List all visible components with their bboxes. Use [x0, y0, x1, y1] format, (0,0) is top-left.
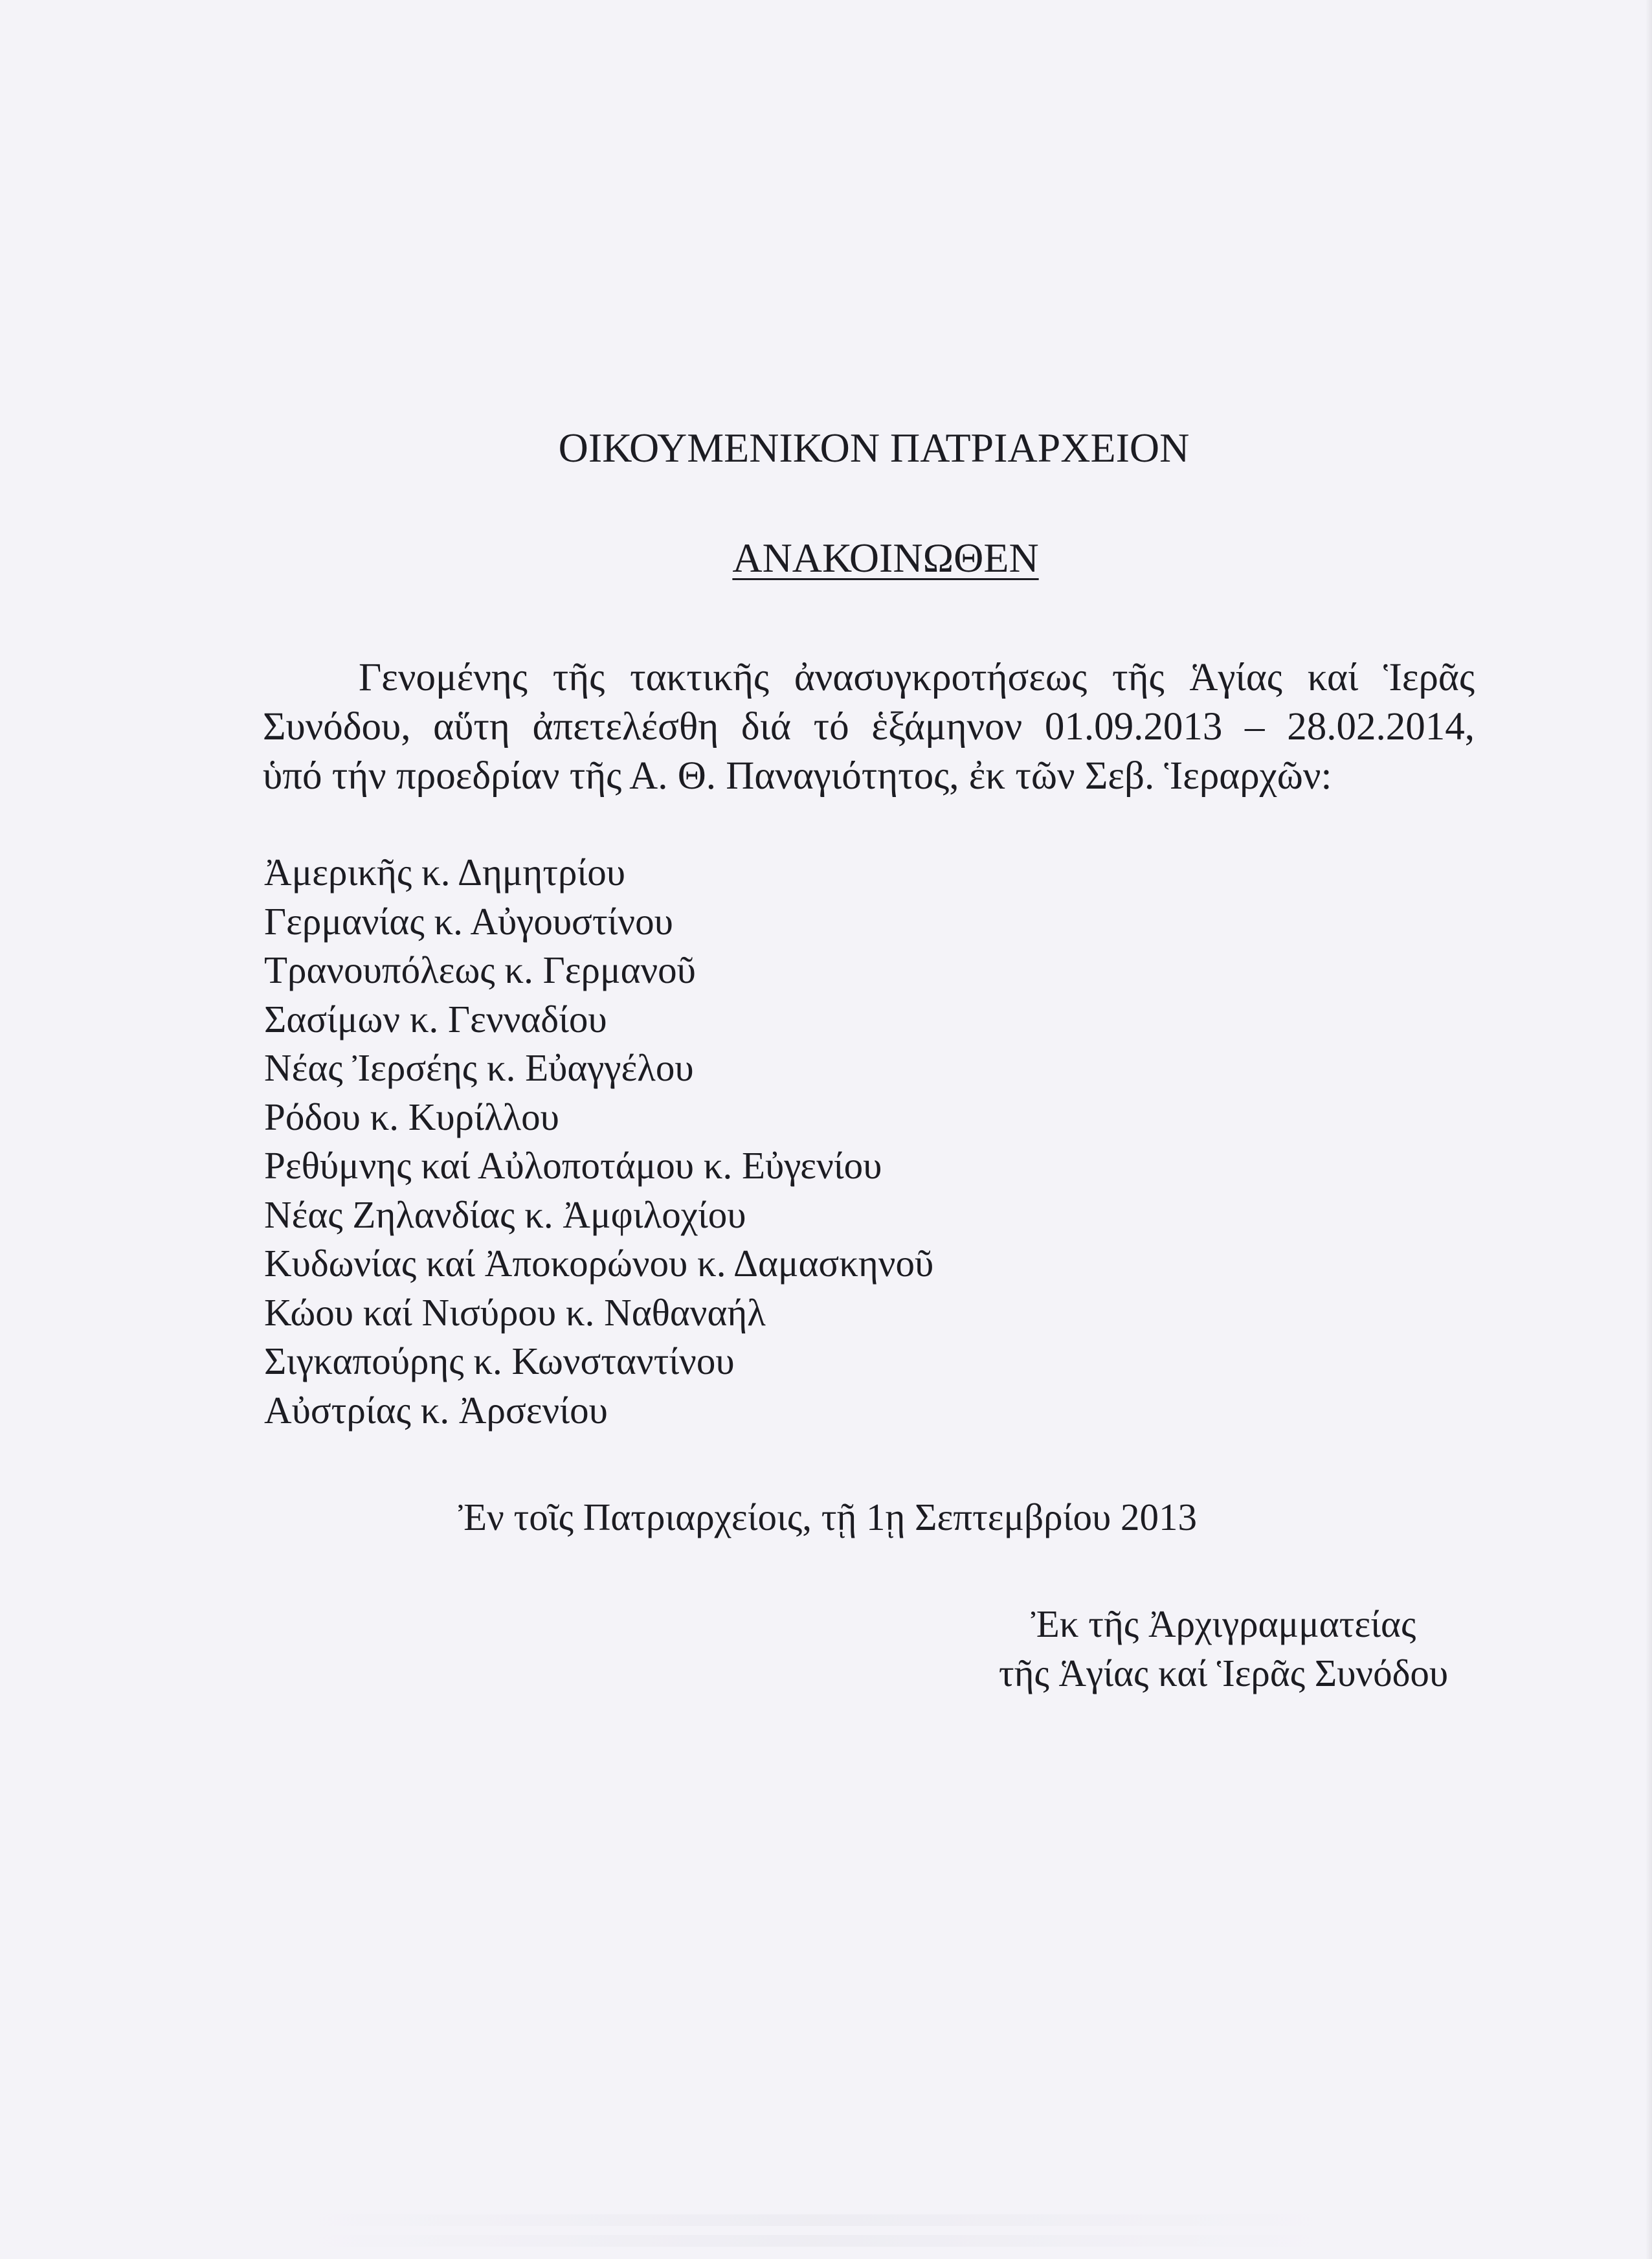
- intro-paragraph: [263, 653, 1475, 801]
- intro-line: Συνόδου, αὕτη ἀπετελέσθη διά τό ἑξάμηνον 01.09.2013 – 28.02.2014,: [263, 705, 1475, 748]
- signature-block: [971, 1599, 1476, 1698]
- hierarch-item: Κυδωνίας καί Ἀποκορώνου κ. Δαμασκηνοῦ: [264, 1242, 934, 1285]
- scan-artifact: [298, 2235, 1334, 2247]
- intro-line: Γενομένης τῆς τακτικῆς ἀνασυγκροτήσεως τῆς Ἁγίας καί Ἱερᾶς: [359, 656, 1475, 699]
- hierarch-item: Νέας Ζηλανδίας κ. Ἀμφιλοχίου: [264, 1193, 746, 1236]
- hierarch-item: Νέας Ἰερσέης κ. Εὐαγγέλου: [264, 1046, 694, 1089]
- document-subtitle: ΑΝΑΚΟΙΝΩΘΕΝ: [732, 535, 1039, 581]
- dateline: Ἐν τοῖς Πατριαρχείοις, τῇ 1ῃ Σεπτεμβρίου 2013: [458, 1496, 1197, 1538]
- signature-line: Ἐκ τῆς Ἀρχιγραμματείας: [1031, 1602, 1416, 1645]
- hierarch-item: Τρανουπόλεως κ. Γερμανοῦ: [264, 949, 696, 991]
- hierarch-item: Ἀμερικῆς κ. Δημητρίου: [264, 851, 626, 893]
- hierarch-item: Σιγκαπούρης κ. Κωνσταντίνου: [264, 1340, 735, 1382]
- hierarch-item: Αὐστρίας κ. Ἀρσενίου: [264, 1388, 608, 1432]
- document-header-title: ΟΙΚΟΥΜΕΝΙΚΟΝ ΠΑΤΡΙΑΡΧΕΙΟΝ: [558, 425, 1190, 471]
- scan-artifact: [298, 2214, 1334, 2226]
- hierarch-item: Γερμανίας κ. Αὐγουστίνου: [264, 899, 673, 943]
- signature-line: τῆς Ἁγίας καί Ἱερᾶς Συνόδου: [998, 1652, 1449, 1694]
- hierarch-item: Σασίμων κ. Γενναδίου: [264, 997, 607, 1040]
- hierarch-item: Ρόδου κ. Κυρίλλου: [264, 1095, 559, 1138]
- hierarch-item: Ρεθύμνης καί Αὐλοποτάμου κ. Εὐγενίου: [264, 1144, 882, 1187]
- page-edge-shadow: [1646, 0, 1652, 2259]
- hierarch-item: Κώου καί Νισύρου κ. Ναθαναήλ: [264, 1290, 766, 1334]
- intro-line: ὑπό τήν προεδρίαν τῆς Α. Θ. Παναγιότητος, ἐκ τῶν Σεβ. Ἱεραρχῶν:: [263, 754, 1332, 798]
- hierarchs-list: [264, 848, 933, 1435]
